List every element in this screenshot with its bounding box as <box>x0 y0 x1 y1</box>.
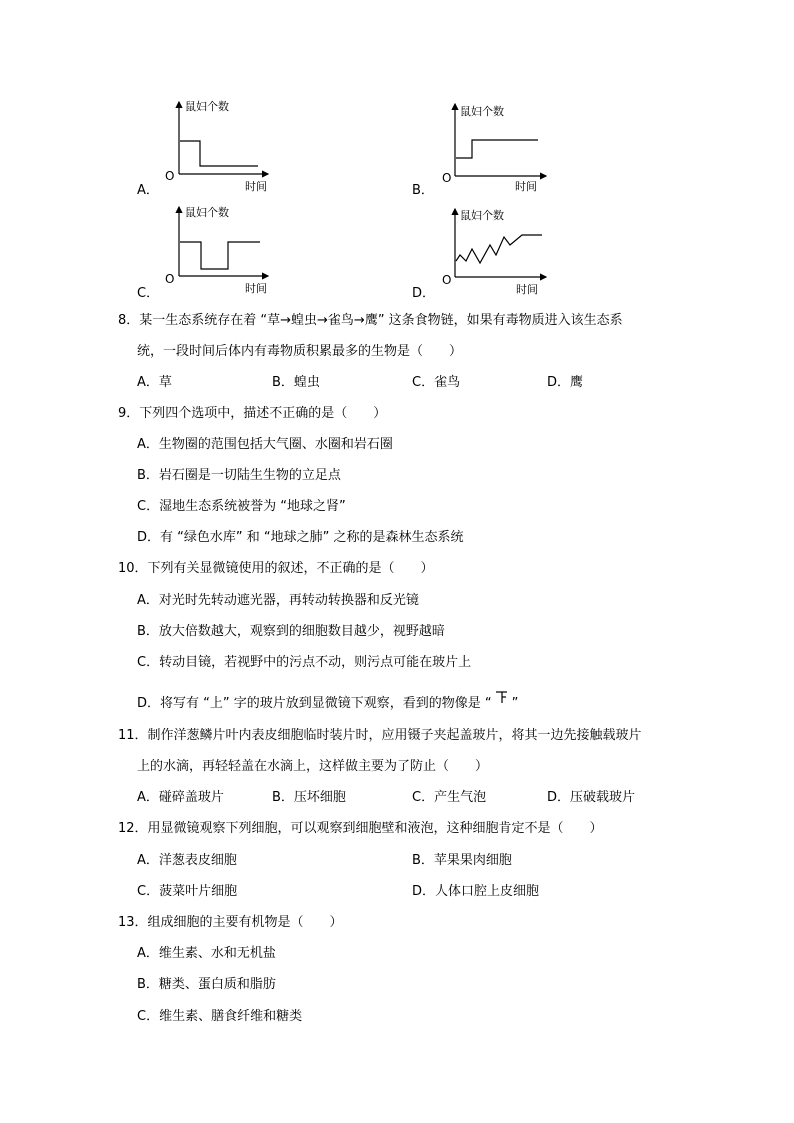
graph-d-letter: D． <box>412 286 436 301</box>
q12-stem: 12．用显微镜观察下列细胞，可以观察到细胞壁和液泡，这种细胞肯定不是（ ） <box>118 821 603 836</box>
graph-a-ylabel: 鼠妇个数 <box>185 100 229 113</box>
q12-option-a: A．洋葱表皮细胞 <box>137 853 237 868</box>
q10-option-d-quote: ” <box>511 695 519 711</box>
q10-option-b: B．放大倍数越大，观察到的细胞数目越少，视野越暗 <box>137 624 445 639</box>
graph-a-svg <box>160 96 280 196</box>
graph-d-origin: O <box>442 273 452 287</box>
q11-option-d: D．压破载玻片 <box>547 790 636 805</box>
graph-c-svg <box>160 203 280 303</box>
graph-b-xlabel: 时间 <box>515 180 537 193</box>
q11-option-c: C．产生气泡 <box>412 790 487 805</box>
graph-a-letter: A． <box>137 183 159 198</box>
graph-c-ylabel: 鼠妇个数 <box>185 206 229 219</box>
q12-option-c: C．菠菜叶片细胞 <box>137 884 238 899</box>
graph-b <box>438 100 558 200</box>
graph-d-ylabel: 鼠妇个数 <box>460 209 504 222</box>
q10-option-d-text: D．将写有 “上” 字的玻片放到显微镜下观察，看到的物像是 “ <box>137 695 492 711</box>
graph-d <box>438 205 558 305</box>
graph-c <box>160 203 280 303</box>
q13-option-b: B．糖类、蛋白质和脂肪 <box>137 977 276 992</box>
q8-stem-line1: 8．某一生态系统存在着 “草→蝗虫→雀鸟→鹰” 这条食物链，如果有毒物质进入该生态系 <box>118 313 623 328</box>
q10-option-d <box>137 695 518 711</box>
graph-c-origin: O <box>165 272 175 286</box>
graph-d-svg <box>438 205 558 305</box>
q9-option-c: C．湿地生态系统被誉为 “地球之肾” <box>137 499 346 514</box>
graph-c-letter: C． <box>137 286 160 301</box>
q12-option-b: B．苹果果肉细胞 <box>412 853 512 868</box>
q11-stem-line1: 11．制作洋葱鳞片叶内表皮细胞临时装片时，应用镊子夹起盖玻片，将其一边先接触载玻片 <box>118 728 642 743</box>
graph-b-ylabel: 鼠妇个数 <box>460 105 504 118</box>
q8-stem-line2: 统，一段时间后体内有毒物质积累最多的生物是（ ） <box>137 344 463 359</box>
q8-option-b: B．蝗虫 <box>272 375 320 390</box>
q9-option-a: A．生物圈的范围包括大气圈、水圈和岩石圈 <box>137 437 393 452</box>
q8-option-c: C．雀鸟 <box>412 375 461 390</box>
inverted-shang-glyph-icon <box>494 690 510 706</box>
graph-b-curve <box>456 140 538 158</box>
q9-option-b: B．岩石圈是一切陆生生物的立足点 <box>137 468 341 483</box>
q9-option-d: D．有 “绿色水库” 和 “地球之肺” 之称的是森林生态系统 <box>137 530 464 545</box>
graph-b-svg <box>438 100 558 200</box>
graph-d-curve <box>456 235 542 263</box>
graph-c-xlabel: 时间 <box>245 282 267 295</box>
q10-stem: 10．下列有关显微镜使用的叙述，不正确的是（ ） <box>118 561 434 576</box>
graph-c-curve <box>180 242 260 269</box>
graph-d-xlabel: 时间 <box>516 283 538 296</box>
graph-a <box>160 96 280 196</box>
graph-b-origin: O <box>442 171 452 185</box>
graph-a-origin: O <box>165 169 175 183</box>
q10-option-a: A．对光时先转动遮光器，再转动转换器和反光镜 <box>137 593 419 608</box>
graph-a-xlabel: 时间 <box>245 180 267 193</box>
graph-a-curve <box>180 141 258 166</box>
q9-stem: 9．下列四个选项中，描述不正确的是（ ） <box>118 406 387 421</box>
q11-option-a: A．碰碎盖玻片 <box>137 790 224 805</box>
q10-option-c: C．转动目镜，若视野中的污点不动，则污点可能在玻片上 <box>137 655 472 670</box>
q8-option-d: D．鹰 <box>547 375 584 390</box>
q13-option-c: C．维生素、膳食纤维和糖类 <box>137 1009 303 1024</box>
graph-b-letter: B． <box>412 183 434 198</box>
q8-option-a: A．草 <box>137 375 172 390</box>
q11-option-b: B．压坏细胞 <box>272 790 346 805</box>
q13-option-a: A．维生素、水和无机盐 <box>137 946 276 961</box>
q13-stem: 13．组成细胞的主要有机物是（ ） <box>118 915 343 930</box>
q11-stem-line2: 上的水滴，再轻轻盖在水滴上，这样做主要为了防止（ ） <box>137 759 489 774</box>
q12-option-d: D．人体口腔上皮细胞 <box>412 884 540 899</box>
